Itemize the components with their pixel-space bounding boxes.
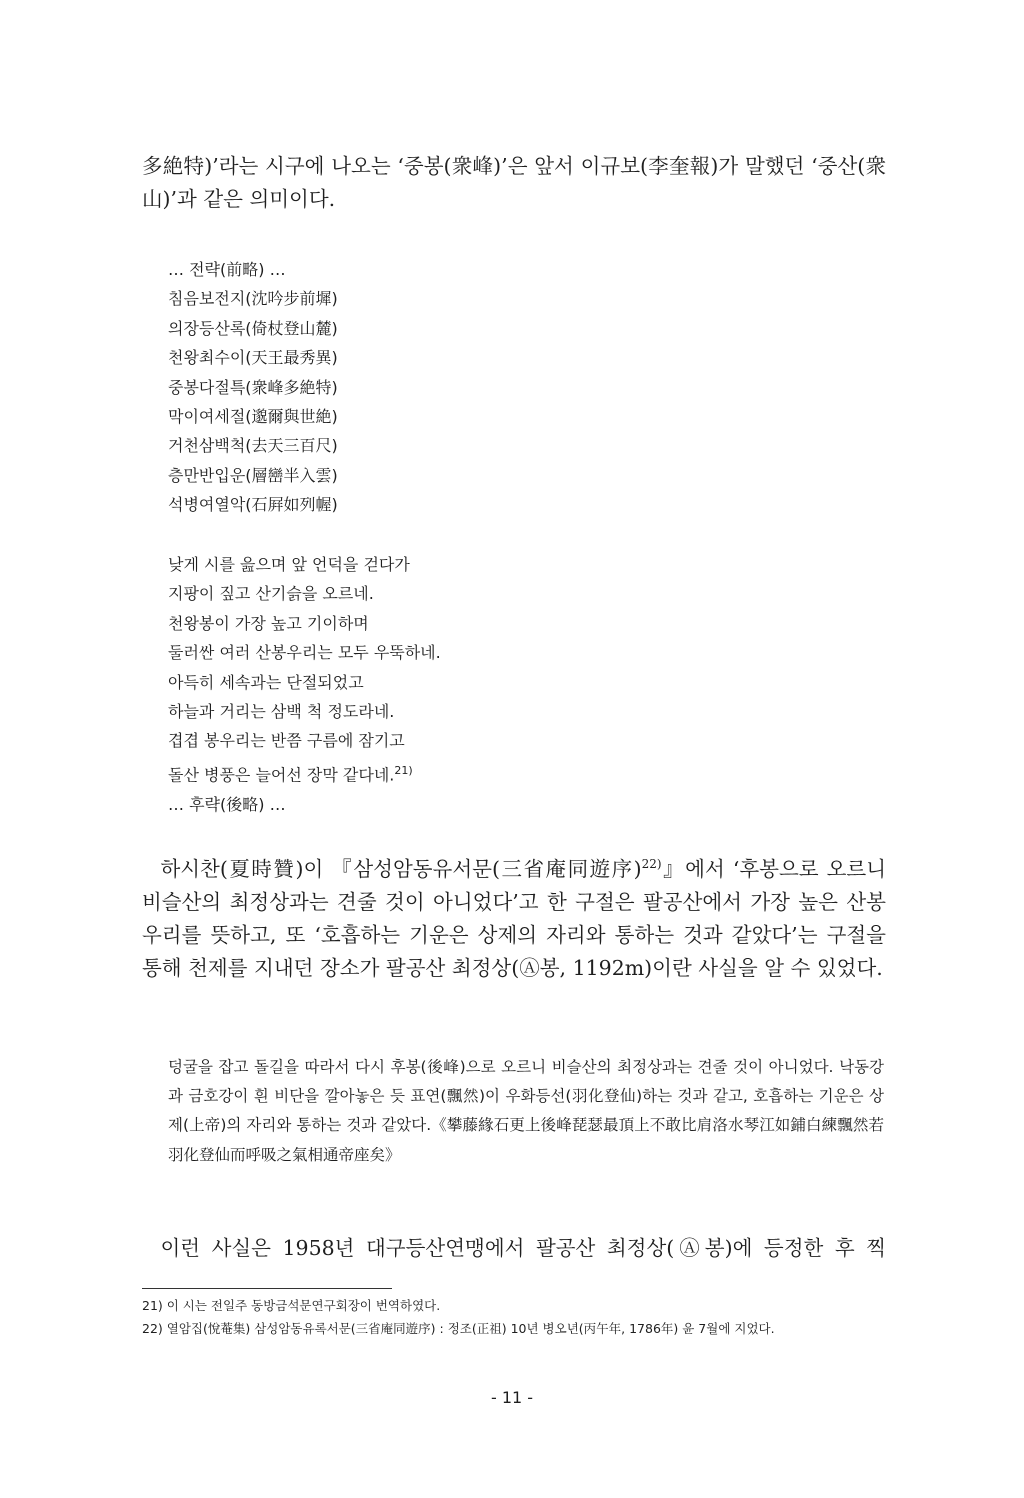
poem-original-line: 석병여열악(石屛如列幄)	[168, 495, 338, 515]
poem-translation-last-line: 돌산 병풍은 늘어선 장막 같다네.	[168, 765, 395, 785]
poem-original-line: 침음보전지(沈吟步前墀)	[168, 289, 338, 309]
body-paragraph-intro: 多絶特)’라는 시구에 나오는 ‘중봉(衆峰)’은 앞서 이규보(李奎報)가 말했던 ‘중산(衆山)’과 같은 의미이다.	[142, 154, 886, 211]
para2-text-start: 하시찬(夏時贊)이 『삼성암동유서문(三省庵同遊序)	[160, 856, 642, 881]
footnote-22: 22) 열암집(悅菴集) 삼성암동유록서문(三省庵同遊序) : 정조(正祖) 10년 병오년(丙午年, 1786年) 윤 7월에 지었다.	[142, 1321, 775, 1336]
poem-translation-line: 하늘과 거리는 삼백 척 정도라네.	[168, 702, 395, 722]
body-paragraph-continued: 이런 사실은 1958년 대구등산연맹에서 팔공산 최정상(Ⓐ봉)에 등정한 후 찍	[160, 1236, 886, 1260]
poem-original-block	[168, 255, 588, 520]
poem-end-marker: … 후략(後略) …	[168, 794, 286, 814]
poem-original-line: … 전략(前略) …	[168, 260, 286, 279]
body-paragraph-hasichan	[142, 848, 886, 985]
poem-original-line: 층만반입운(層巒半入雲)	[168, 465, 338, 485]
poem-translation-block	[168, 550, 588, 819]
poem-original-line: 막이여세절(邈爾與世絶)	[168, 407, 338, 427]
poem-original-line: 천왕최수이(天王最秀異)	[168, 348, 338, 368]
para2-text-rest: 』에서 ‘후봉으로 오르니 비슬산의 최정상과는 견줄 것이 아니었다’고 한 구절은 팔공산에서 가장 높은 산봉우리를 뜻하고, 또 ‘호흡하는 기운은 상제의 자리와 통하는 것과 같았다’는 구절을 통해 천제를 지내던 장소가 팔공산 최정상(Ⓐ봉, 1192m)이란 사실을 알 수 있었다.	[142, 856, 886, 980]
poem-translation-line	[168, 756, 588, 790]
quotation-block: 덩굴을 잡고 돌길을 따라서 다시 후봉(後峰)으로 오르니 비슬산의 최정상과는 견줄 것이 아니었다. 낙동강과 금호강이 흰 비단을 깔아놓은 듯 표연(飄然)이 우화등선(羽化登仙)하는 것과 같고, 호흡하는 기운은 상제(上帝)의 자리와 통하는 것과 같았다.《攀藤緣石更上後峰琵瑟最頂上不敢比肩洛水琴江如鋪白練飄然若羽化登仙而呼吸之氣相通帝座矣》	[168, 1058, 884, 1164]
page-number: - 11 -	[490, 1388, 534, 1407]
poem-translation-line: 낮게 시를 읊으며 앞 언덕을 걷다가	[168, 555, 410, 574]
footnote-ref-22: 22)	[641, 857, 662, 871]
poem-translation-line: 천왕봉이 가장 높고 기이하며	[168, 613, 369, 633]
poem-original-line: 중봉다절특(衆峰多絶特)	[168, 377, 338, 397]
poem-translation-line: 아득히 세속과는 단절되었고	[168, 672, 364, 692]
footnote-ref-21: 21)	[394, 763, 413, 777]
footnote-separator	[142, 1288, 392, 1289]
poem-translation-line: 둘러싼 여러 산봉우리는 모두 우뚝하네.	[168, 643, 441, 663]
poem-original-line: 의장등산록(倚杖登山麓)	[168, 318, 338, 338]
poem-original-line: 거천삼백척(去天三百尺)	[168, 436, 338, 456]
poem-translation-line: 겹겹 봉우리는 반쯤 구름에 잠기고	[168, 731, 405, 751]
poem-translation-line: 지팡이 짚고 산기슭을 오르네.	[168, 584, 374, 604]
footnote-21: 21) 이 시는 전일주 동방금석문연구회장이 번역하였다.	[142, 1298, 441, 1313]
